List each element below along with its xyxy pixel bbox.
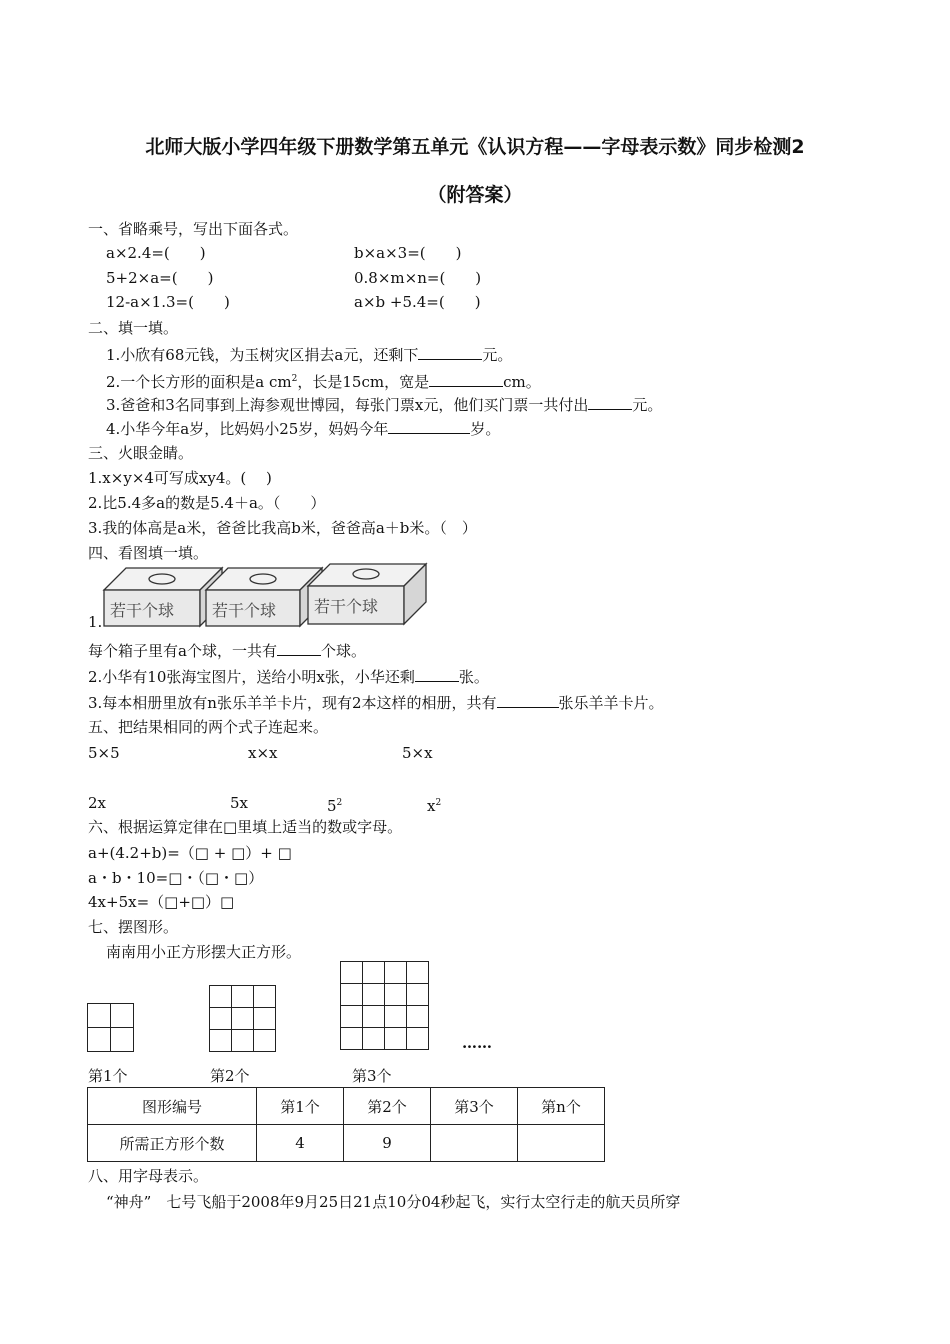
- s4-question-1: [88, 640, 366, 661]
- s4-question-3: [88, 692, 664, 713]
- s5-bottom-3[interactable]: [327, 793, 342, 816]
- s2-q2-text: 2.一个长方形的面积是a cm: [106, 373, 292, 391]
- answer-blank[interactable]: [277, 640, 321, 656]
- s4-q2-unit: 张。: [458, 668, 489, 686]
- s5-b4-exponent: 2: [435, 798, 442, 808]
- square-figure-3: [340, 961, 429, 1050]
- s5-bottom-1[interactable]: 2x: [88, 794, 107, 812]
- figure-label-1: 第1个: [88, 1067, 128, 1085]
- square-count-table: [87, 1087, 605, 1162]
- table-row: [88, 1088, 605, 1125]
- title-line-1: 北师大版小学四年级下册数学第五单元《认识方程——字母表示数》同步检测2: [145, 136, 805, 158]
- answer-blank[interactable]: [497, 692, 559, 708]
- s4-q1-text: 每个箱子里有a个球，一共有: [88, 642, 277, 660]
- s1-item-4: 0.8×m×n=( ): [354, 269, 482, 287]
- s5-b3-base: 5: [327, 797, 337, 815]
- answer-blank[interactable]: [418, 344, 482, 360]
- s2-q4-unit: 岁。: [470, 420, 501, 438]
- s2-question-1: [106, 344, 512, 365]
- box-3-label: 若干个球: [314, 597, 379, 616]
- s3-item-2: 2.比5.4多a的数是5.4＋a。（ ）: [88, 494, 326, 512]
- s4-q3-text: 3.每本相册里放有n张乐羊羊卡片，现有2本这样的相册，共有: [88, 694, 497, 712]
- table-row: [88, 1125, 605, 1162]
- section-8-heading: 八、用字母表示。: [88, 1167, 209, 1185]
- header-cell: 第n个: [518, 1088, 605, 1125]
- section-3-heading: 三、火眼金睛。: [88, 444, 194, 462]
- answer-cell[interactable]: [431, 1125, 518, 1162]
- s4-q3-unit: 张乐羊羊卡片。: [558, 694, 664, 712]
- s2-q2-unit: cm。: [503, 373, 541, 391]
- section-4-heading: 四、看图填一填。: [88, 544, 209, 562]
- value-cell: 4: [257, 1125, 344, 1162]
- s2-question-3: [106, 394, 662, 415]
- s1-item-5: 12-a×1.3=( ): [106, 293, 230, 311]
- square-figure-1: [87, 1003, 134, 1052]
- figure-label-3: 第3个: [352, 1067, 392, 1085]
- section-7-heading: 七、摆图形。: [88, 918, 179, 936]
- answer-cell[interactable]: [518, 1125, 605, 1162]
- figure-label-2: 第2个: [210, 1067, 250, 1085]
- s2-question-2: [106, 369, 541, 392]
- s7-intro: 南南用小正方形摆大正方形。: [106, 943, 302, 961]
- s4-q2-text: 2.小华有10张海宝图片，送给小明x张，小华还剩: [88, 668, 415, 686]
- s5-bottom-2[interactable]: 5x: [230, 794, 249, 812]
- s5-b4-base: x: [427, 797, 436, 815]
- row-label-cell: 所需正方形个数: [88, 1125, 257, 1162]
- s2-q2-superscript: 2: [291, 374, 298, 384]
- s1-item-2: b×a×3=( ): [354, 244, 462, 262]
- s2-question-4: [106, 418, 500, 439]
- section-2-heading: 二、填一填。: [88, 319, 179, 337]
- s2-q3-text: 3.爸爸和3名同事到上海参观世博园，每张门票x元，他们买门票一共付出: [106, 396, 589, 414]
- title-line-2: （附答案）: [427, 184, 523, 206]
- section-6-heading: 六、根据运算定律在□里填上适当的数或字母。: [88, 818, 403, 836]
- s4-number-1: 1.: [88, 613, 103, 631]
- s2-q2-text-2: ，长是15cm，宽是: [297, 373, 430, 391]
- square-figure-2: [209, 985, 276, 1052]
- answer-blank[interactable]: [388, 418, 470, 434]
- answer-blank[interactable]: [429, 371, 503, 387]
- s1-item-3: 5+2×a=( ): [106, 269, 214, 287]
- s8-text: “神舟” 七号飞船于2008年9月25日21点10分04秒起飞，实行太空行走的航天员所穿: [106, 1193, 681, 1211]
- header-cell: 第2个: [344, 1088, 431, 1125]
- box-1-label: 若干个球: [110, 601, 175, 620]
- s3-item-1: 1.x×y×4可写成xy4。( ): [88, 469, 272, 487]
- s5-bottom-4[interactable]: [427, 793, 441, 816]
- s2-q1-unit: 元。: [482, 346, 513, 364]
- box-2-label: 若干个球: [212, 601, 277, 620]
- s6-item-3: 4x+5x=（□+□）□: [88, 893, 235, 911]
- s1-item-6: a×b +5.4=( ): [354, 293, 481, 311]
- s2-q1-text: 1.小欣有68元钱，为玉树灾区捐去a元，还剩下: [106, 346, 419, 364]
- s6-item-1: a+(4.2+b)=（□ + □）+ □: [88, 844, 292, 862]
- answer-blank[interactable]: [415, 666, 459, 682]
- section-5-heading: 五、把结果相同的两个式子连起来。: [88, 718, 329, 736]
- s4-q1-unit: 个球。: [320, 642, 366, 660]
- s5-b3-exponent: 2: [336, 798, 343, 808]
- s6-item-2: a・b・10=□・（□・□）: [88, 869, 264, 887]
- s2-q4-text: 4.小华今年a岁，比妈妈小25岁，妈妈今年: [106, 420, 389, 438]
- s5-top-1[interactable]: 5×5: [88, 744, 120, 762]
- header-cell: 图形编号: [88, 1088, 257, 1125]
- ball-boxes-figure: [100, 562, 430, 630]
- section-1-heading: 一、省略乘号，写出下面各式。: [88, 220, 299, 238]
- answer-blank[interactable]: [588, 394, 632, 410]
- s3-item-3: 3.我的体高是a米，爸爸比我高b米，爸爸高a＋b米。（ ）: [88, 519, 477, 537]
- s1-item-1: a×2.4=( ): [106, 244, 206, 262]
- value-cell: 9: [344, 1125, 431, 1162]
- header-cell: 第1个: [257, 1088, 344, 1125]
- ellipsis: ……: [462, 1034, 492, 1052]
- s2-q3-unit: 元。: [632, 396, 663, 414]
- s5-top-2[interactable]: x×x: [248, 744, 278, 762]
- s4-question-2: [88, 666, 489, 687]
- s5-top-3[interactable]: 5×x: [402, 744, 433, 762]
- header-cell: 第3个: [431, 1088, 518, 1125]
